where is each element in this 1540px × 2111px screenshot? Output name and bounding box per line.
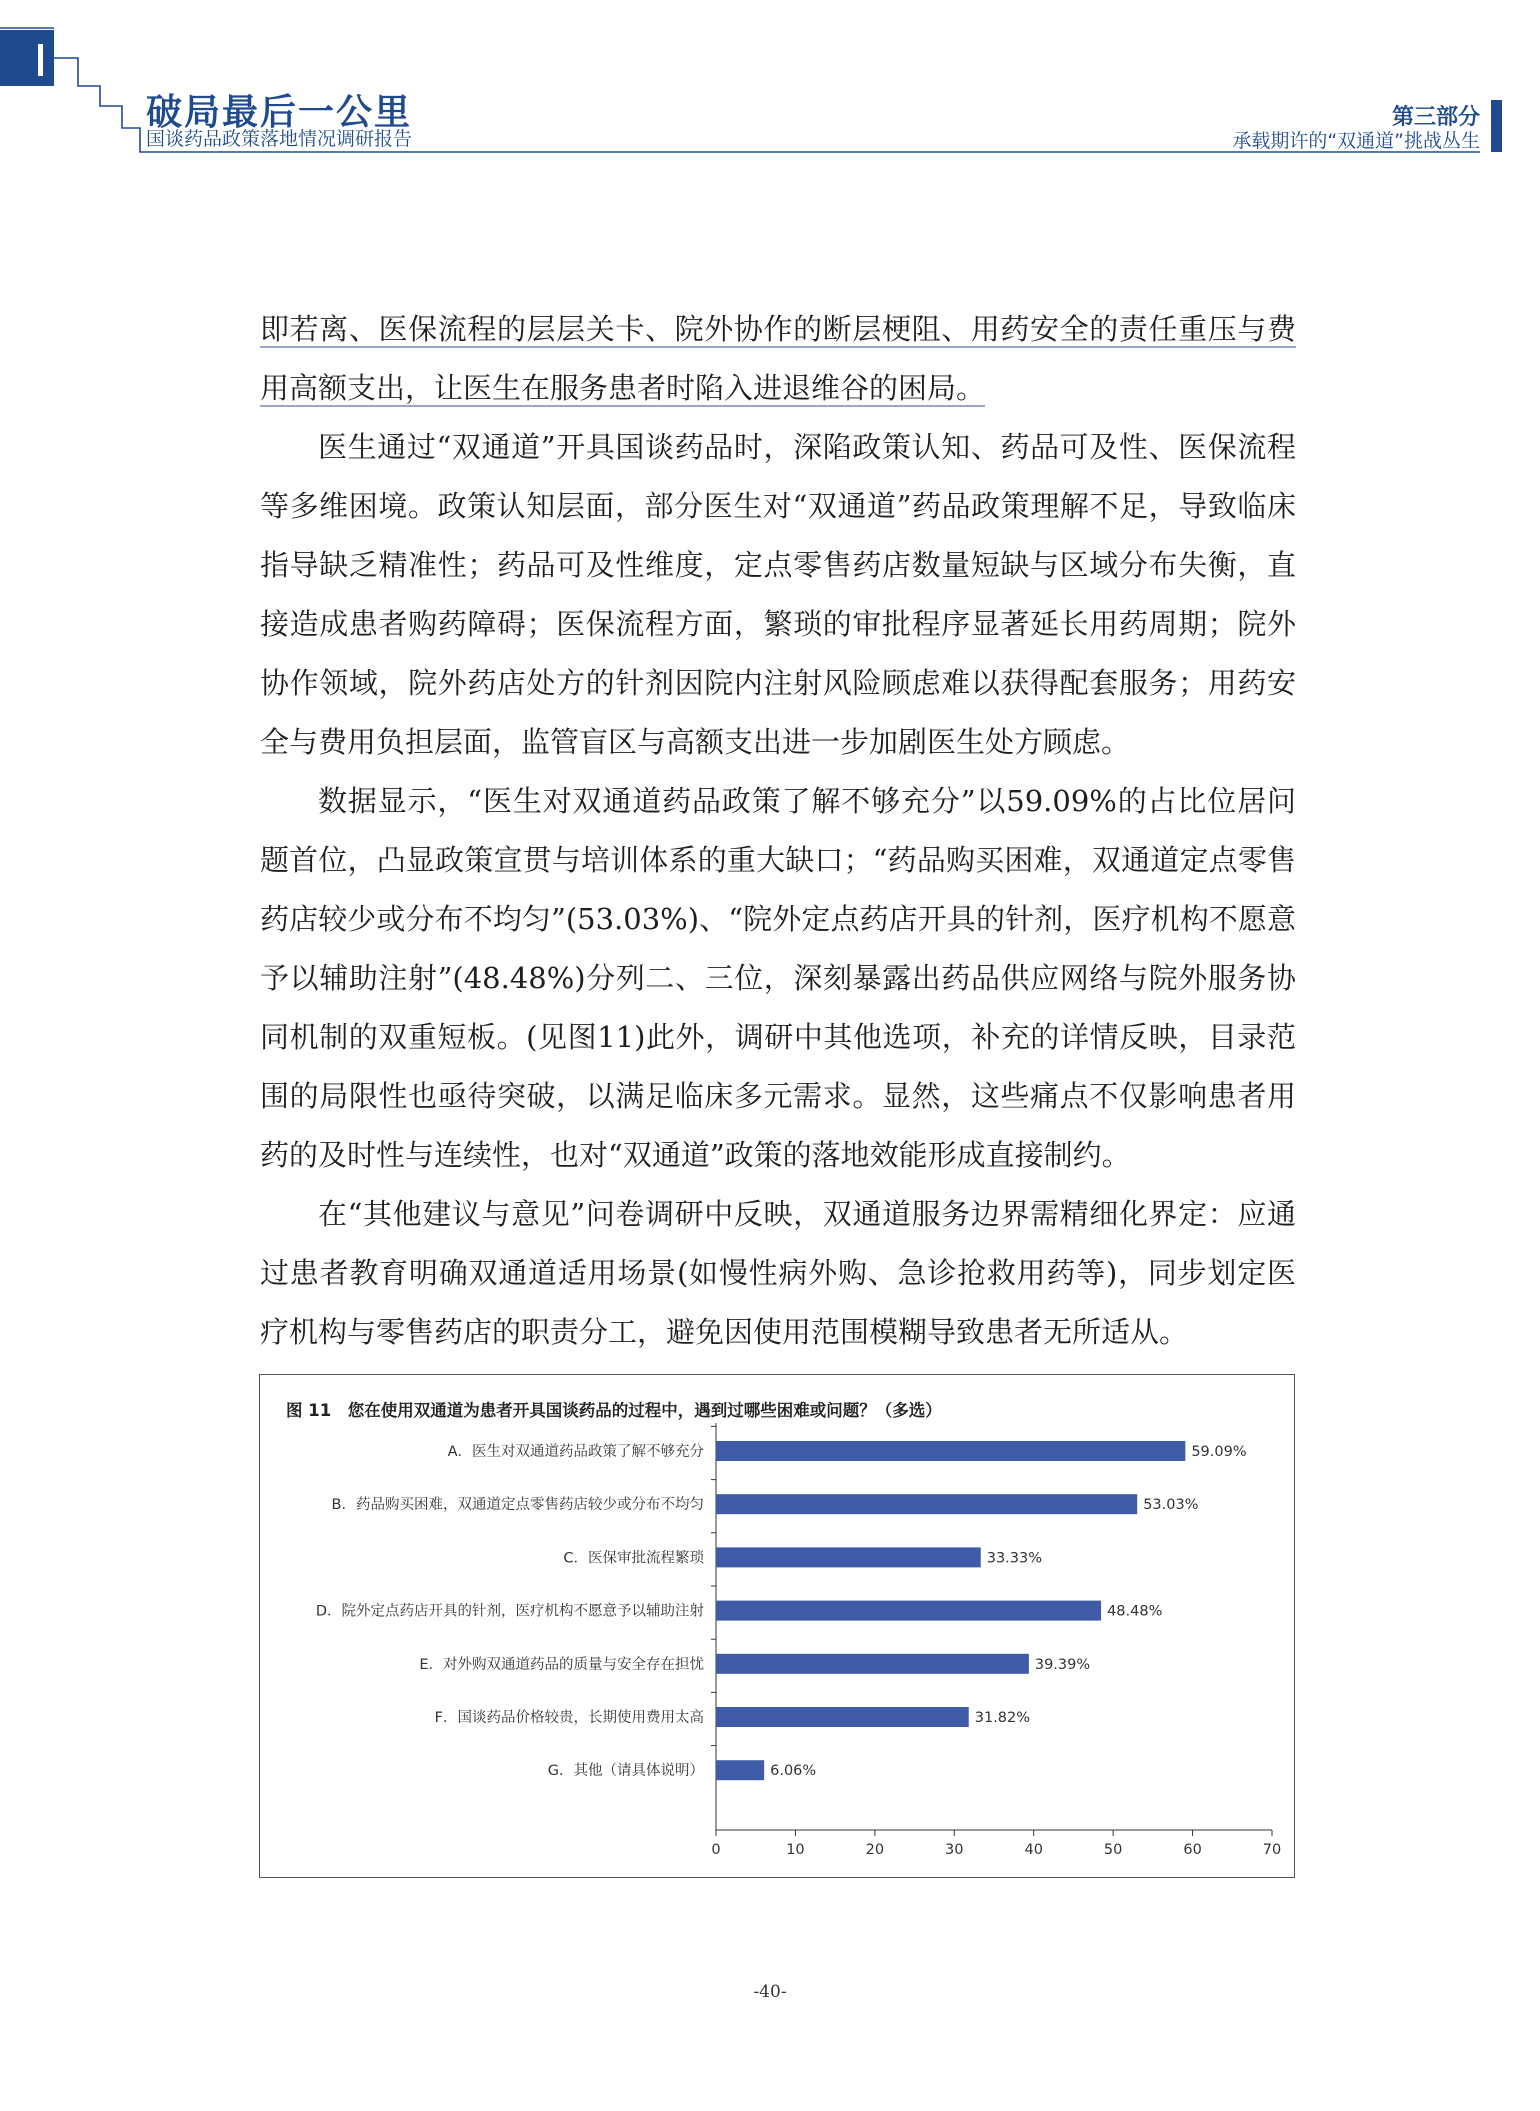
part-label: 第三部分 xyxy=(1391,105,1480,130)
bar xyxy=(716,1494,1137,1514)
x-tick-label: 50 xyxy=(1103,1842,1123,1858)
bar xyxy=(716,1547,981,1567)
x-tick-label: 70 xyxy=(1262,1842,1282,1858)
bar-chart xyxy=(260,1375,1294,1877)
bar xyxy=(716,1707,969,1727)
paragraph-1-text: 即若离、医保流程的层层关卡、院外协作的断层梗阻、用药安全的责任重压与费用高额支出，让医生在服务患者时陷入进退维谷的困局。 xyxy=(260,312,1296,405)
part-subtitle: 承载期许的“双通道”挑战丛生 xyxy=(1232,130,1480,152)
page-number: -40- xyxy=(753,1982,787,2002)
x-tick-label: 20 xyxy=(865,1842,885,1858)
bar xyxy=(716,1654,1029,1674)
paragraph-3: 数据显示，“医生对双通道药品政策了解不够充分”以59.09%的占比位居问题首位，凸显政策宣贯与培训体系的重大缺口；“药品购买困难，双通道定点零售药店较少或分布不均匀”(53.03%)、“院外定点药店开具的针剂，医疗机构不愿意予以辅助注射”(48.48%)分列二、三位，深刻暴露出药品供应网络与院外服务协同机制的双重短板。(见图11)此外，调研中其他选项，补充的详情反映，目录范围的局限性也亟待突破，以满足临床多元需求。显然，这些痛点不仅影响患者用药的及时性与连续性，也对“双通道”政策的落地效能形成直接制约。 xyxy=(260,784,1296,1172)
paragraph-2: 医生通过“双通道”开具国谈药品时，深陷政策认知、药品可及性、医保流程等多维困境。政策认知层面，部分医生对“双通道”药品政策理解不足，导致临床指导缺乏精准性；药品可及性维度，定点零售药店数量短缺与区域分布失衡，直接造成患者购药障碍；医保流程方面，繁琐的审批程序显著延长用药周期；院外协作领域，院外药店处方的针剂因院内注射风险顾虑难以获得配套服务；用药安全与费用负担层面，监管盲区与高额支出进一步加剧医生处方顾虑。 xyxy=(260,430,1296,759)
category-label: D．院外定点药店开具的针剂，医疗机构不愿意予以辅助注射 xyxy=(315,1603,704,1620)
category-label: C．医保审批流程繁琐 xyxy=(563,1550,704,1567)
category-label: E．对外购双通道药品的质量与安全存在担忧 xyxy=(419,1656,704,1673)
bar xyxy=(716,1601,1101,1621)
paragraph-1 xyxy=(260,300,1296,418)
value-label: 48.48% xyxy=(1107,1603,1163,1620)
category-label: F．国谈药品价格较贵，长期使用费用太高 xyxy=(434,1710,704,1726)
value-label: 59.09% xyxy=(1191,1444,1247,1460)
x-tick-label: 30 xyxy=(945,1842,964,1858)
chart-title: 图 11 您在使用双通道为患者开具国谈药品的过程中，遇到过哪些困难或问题？（多选） xyxy=(286,1401,942,1420)
value-label: 31.82% xyxy=(974,1710,1031,1726)
value-label: 53.03% xyxy=(1143,1497,1199,1514)
report-subtitle: 国谈药品政策落地情况调研报告 xyxy=(146,128,413,150)
header-tab xyxy=(0,30,54,86)
x-tick-label: 60 xyxy=(1183,1842,1202,1858)
value-label: 39.39% xyxy=(1034,1656,1091,1673)
header-accent-bar xyxy=(1491,100,1502,152)
body-text xyxy=(260,300,1296,1362)
value-label: 6.06% xyxy=(770,1763,817,1780)
value-label: 33.33% xyxy=(986,1550,1043,1567)
category-label: A．医生对双通道药品政策了解不够充分 xyxy=(447,1444,704,1460)
figure-11 xyxy=(259,1374,1295,1878)
x-tick-label: 40 xyxy=(1024,1842,1043,1858)
report-title: 破局最后一公里 xyxy=(146,92,413,133)
x-tick-label: 10 xyxy=(786,1842,805,1858)
bar xyxy=(716,1441,1185,1461)
category-label: B．药品购买困难，双通道定点零售药店较少或分布不均匀 xyxy=(331,1497,704,1514)
x-tick-label: 0 xyxy=(711,1842,721,1858)
paragraph-4: 在“其他建议与意见”问卷调研中反映，双通道服务边界需精细化界定：应通过患者教育明确双通道适用场景(如慢性病外购、急诊抢救用药等)，同步划定医疗机构与零售药店的职责分工，避免因使用范围模糊导致患者无所适从。 xyxy=(260,1197,1296,1349)
category-label: G．其他（请具体说明） xyxy=(547,1763,704,1780)
bar xyxy=(716,1760,764,1780)
